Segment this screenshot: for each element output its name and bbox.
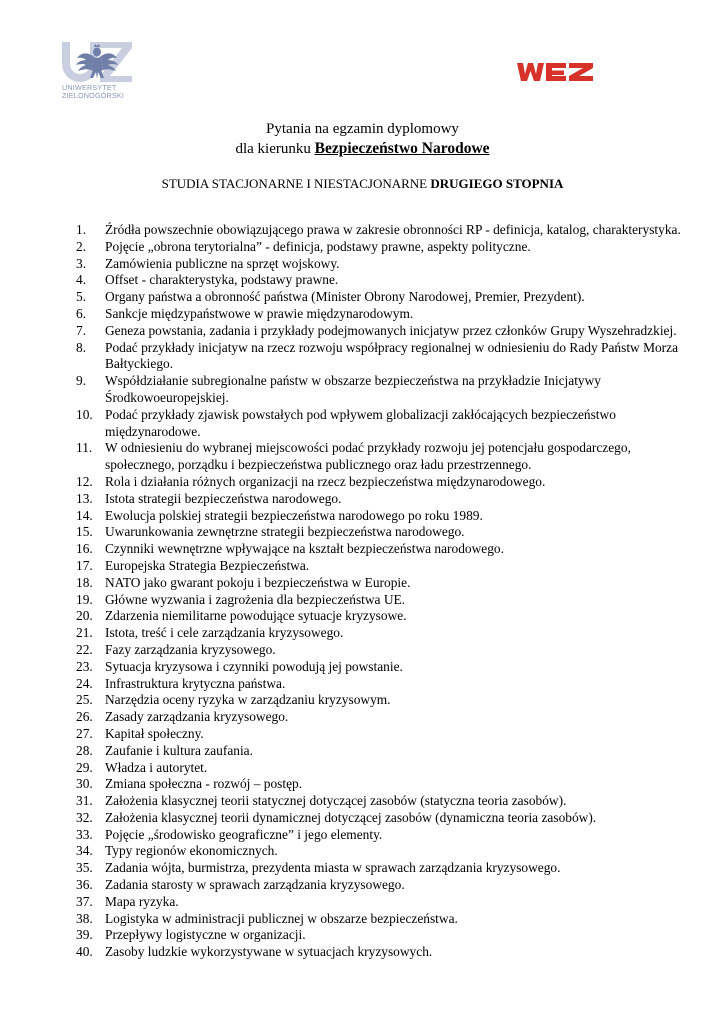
question-number: 1. (76, 222, 87, 237)
question-text: Podać przykłady zjawisk powstałych pod wpływem globalizacji zakłócających bezpieczeństwo międzynarodowe. (105, 406, 616, 439)
question-text: Mapa ryzyka. (105, 893, 179, 909)
question-number: 17. (76, 557, 93, 573)
question-text: Istota, treść i cele zarządzania kryzysowego. (105, 625, 344, 641)
question-number: 33. (76, 826, 93, 842)
question-item (76, 491, 686, 508)
question-item (76, 592, 686, 609)
question-text: Fazy zarządzania kryzysowego. (105, 641, 276, 657)
question-text: Zadania wójta, burmistrza, prezydenta miasta w sprawach zarządzania kryzysowego. (105, 860, 561, 876)
question-text: Europejska Strategia Bezpieczeństwa. (105, 557, 310, 573)
question-item (76, 793, 686, 810)
question-number: 26. (76, 709, 93, 725)
question-item (76, 692, 686, 709)
question-text: Zaufanie i kultura zaufania. (105, 742, 253, 758)
question-item (76, 340, 686, 374)
question-text: Geneza powstania, zadania i przykłady podejmowanych inicjatyw przez członków Grupy Wyszehradzkiej. (105, 322, 677, 338)
question-number: 3. (76, 255, 87, 271)
question-item (76, 810, 686, 827)
document-header (0, 120, 725, 159)
question-item (76, 323, 686, 340)
question-text: Przepływy logistyczne w organizacji. (105, 927, 306, 943)
question-text: Sankcje międzypaństwowe w prawie międzynarodowym. (105, 305, 414, 321)
question-text: Pojęcie „środowisko geograficzne” i jego elementy. (105, 826, 383, 842)
question-text: Logistyka w administracji publicznej w obszarze bezpieczeństwa. (105, 910, 458, 926)
question-number: 8. (76, 339, 87, 355)
university-eagle-emblem (60, 40, 134, 84)
question-number: 22. (76, 641, 93, 657)
question-number: 5. (76, 289, 87, 305)
question-text: Współdziałanie subregionalne państw w obszarze bezpieczeństwa na przykładzie Inicjatywy Środkowoeuropejskiej. (105, 373, 601, 405)
question-item (76, 894, 686, 911)
question-number: 12. (76, 473, 93, 489)
question-item (76, 289, 686, 306)
question-number: 4. (76, 272, 87, 288)
question-text: Założenia klasycznej teorii dynamicznej dotyczącej zasobów (dynamiczna teoria zasobów). (105, 809, 597, 825)
field-prefix: dla kierunku (235, 141, 311, 157)
question-text: Zmiana społeczna - rozwój – postęp. (105, 776, 303, 792)
question-item (76, 373, 686, 407)
question-number: 15. (76, 524, 93, 540)
question-text: Pojęcie „obrona terytorialna” - definicja, podstawy prawne, aspekty polityczne. (105, 238, 531, 254)
question-text: Zadania starosty w sprawach zarządzania kryzysowego. (105, 877, 405, 893)
study-mode-prefix: STUDIA STACJONARNE I NIESTACJONARNE (161, 176, 428, 191)
question-text: Główne wyzwania i zagrożenia dla bezpieczeństwa UE. (105, 591, 406, 607)
question-number: 14. (76, 507, 93, 523)
question-text: Zamówienia publiczne na sprzęt wojskowy. (105, 255, 340, 271)
faculty-logo (514, 60, 596, 84)
question-item (76, 524, 686, 541)
question-number: 21. (76, 625, 93, 641)
questions-list (76, 222, 686, 961)
question-item (76, 944, 686, 961)
question-number: 13. (76, 490, 93, 506)
question-number: 25. (76, 692, 93, 708)
question-item (76, 927, 686, 944)
question-number: 40. (76, 944, 93, 960)
university-name-line-1: UNIWERSYTET (62, 83, 117, 92)
question-item (76, 843, 686, 860)
study-mode-subtitle (0, 176, 725, 192)
question-number: 28. (76, 742, 93, 758)
question-item (76, 239, 686, 256)
question-text: Typy regionów ekonomicznych. (105, 843, 278, 859)
question-number: 6. (76, 305, 87, 321)
question-item (76, 608, 686, 625)
question-item (76, 642, 686, 659)
question-number: 36. (76, 877, 93, 893)
question-text: Offset - charakterystyka, podstawy prawne. (105, 272, 339, 288)
question-item (76, 508, 686, 525)
question-number: 27. (76, 725, 93, 741)
question-number: 20. (76, 608, 93, 624)
question-number: 2. (76, 238, 87, 254)
question-text: Założenia klasycznej teorii statycznej dotyczącej zasobów (statyczna teoria zasobów). (105, 793, 567, 809)
question-number: 23. (76, 658, 93, 674)
question-number: 34. (76, 843, 93, 859)
question-text: Organy państwa a obronność państwa (Minister Obrony Narodowej, Premier, Prezydent). (105, 289, 585, 305)
question-number: 24. (76, 675, 93, 691)
question-number: 37. (76, 893, 93, 909)
question-item (76, 911, 686, 928)
question-item (76, 256, 686, 273)
question-item (76, 760, 686, 777)
question-number: 29. (76, 759, 93, 775)
question-item (76, 558, 686, 575)
wez-logo-graphic (514, 60, 596, 84)
question-text: W odniesieniu do wybranej miejscowości podać przykłady rozwoju jej potencjału gospodarczego, społecznego, porządku i bezpieczeństwa publicznego oraz ładu przestrzennego. (105, 440, 631, 473)
question-text: Uwarunkowania zewnętrzne strategii bezpieczeństwa narodowego. (105, 524, 465, 540)
question-item (76, 860, 686, 877)
question-item (76, 306, 686, 323)
university-name (62, 84, 134, 101)
question-item (76, 726, 686, 743)
question-text: Narzędzia oceny ryzyka w zarządzaniu kryzysowym. (105, 692, 391, 708)
field-of-study: Bezpieczeństwo Narodowe (314, 140, 490, 157)
question-item (76, 625, 686, 642)
question-text: Podać przykłady inicjatyw na rzecz rozwoju współpracy regionalnej w odniesieniu do Rady Państw Morza Bałtyckiego. (105, 339, 679, 372)
question-number: 31. (76, 793, 93, 809)
header-field-line (0, 139, 725, 159)
question-item (76, 743, 686, 760)
question-text: Zasoby ludzkie wykorzystywane w sytuacjach kryzysowych. (105, 944, 433, 960)
question-text: Władza i autorytet. (105, 759, 208, 775)
question-item (76, 407, 686, 441)
university-name-line-2: ZIELONOGÓRSKI (62, 91, 125, 101)
question-text: Infrastruktura krytyczna państwa. (105, 675, 286, 691)
question-item (76, 575, 686, 592)
question-number: 30. (76, 776, 93, 792)
question-text: Ewolucja polskiej strategii bezpieczeństwa narodowego po roku 1989. (105, 507, 483, 523)
question-text: Zasady zarządzania kryzysowego. (105, 709, 289, 725)
question-item (76, 659, 686, 676)
question-text: Zdarzenia niemilitarne powodujące sytuacje kryzysowe. (105, 608, 407, 624)
question-item (76, 474, 686, 491)
question-number: 9. (76, 373, 87, 389)
question-item (76, 272, 686, 289)
question-number: 18. (76, 574, 93, 590)
university-logo (60, 40, 134, 104)
header-title: Pytania na egzamin dyplomowy (266, 121, 459, 137)
question-item (76, 440, 686, 474)
question-item (76, 877, 686, 894)
question-text: NATO jako gwarant pokoju i bezpieczeństwa w Europie. (105, 574, 411, 590)
question-text: Sytuacja kryzysowa i czynniki powodują jej powstanie. (105, 658, 403, 674)
question-text: Kapitał społeczny. (105, 725, 204, 741)
degree-level: DRUGIEGO STOPNIA (430, 176, 564, 191)
question-item (76, 776, 686, 793)
question-number: 32. (76, 809, 93, 825)
question-text: Istota strategii bezpieczeństwa narodowego. (105, 490, 342, 506)
question-number: 10. (76, 406, 93, 422)
question-number: 16. (76, 541, 93, 557)
question-number: 38. (76, 910, 93, 926)
question-item (76, 709, 686, 726)
question-number: 35. (76, 860, 93, 876)
question-number: 39. (76, 927, 93, 943)
question-number: 19. (76, 591, 93, 607)
question-item (76, 676, 686, 693)
question-item (76, 222, 686, 239)
question-number: 7. (76, 322, 87, 338)
question-item (76, 541, 686, 558)
question-text: Źródła powszechnie obowiązującego prawa w zakresie obronności RP - definicja, katalog, charakterystyka. (105, 222, 681, 237)
question-text: Rola i działania różnych organizacji na rzecz bezpieczeństwa międzynarodowego. (105, 473, 546, 489)
question-item (76, 827, 686, 844)
question-text: Czynniki wewnętrzne wpływające na kształt bezpieczeństwa narodowego. (105, 541, 504, 557)
question-number: 11. (76, 440, 93, 456)
